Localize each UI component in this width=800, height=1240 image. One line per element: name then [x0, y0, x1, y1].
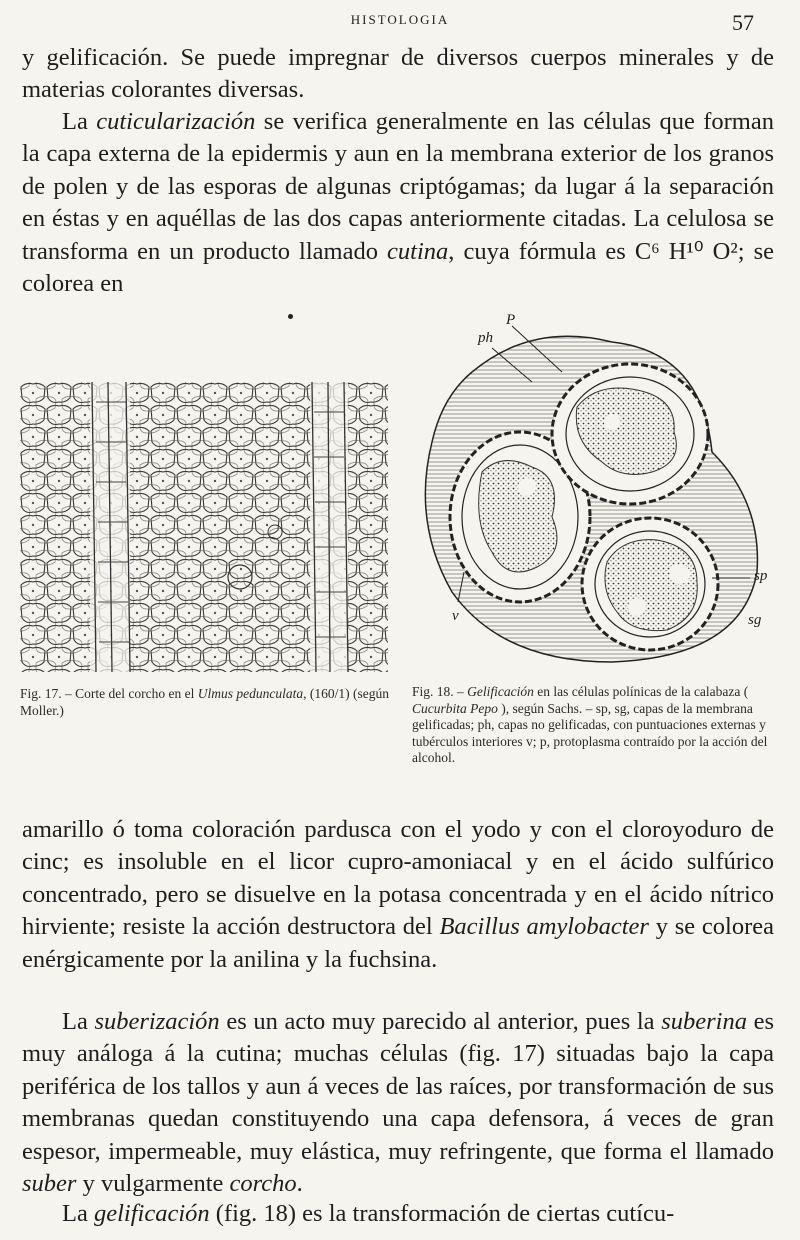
fig18-caption-text-b: ), según Sachs. – sp, sg, capas de la membrana gelificadas; ph, capas no gelificadas, con puntuaciones externas y tubérculos interiores v; p, protoplasma contraído por la acción del alcohol. — [412, 700, 768, 765]
p5-text-a: La — [62, 1200, 94, 1227]
fig18-label-ph: ph — [478, 330, 493, 346]
p4-text-b: es un acto muy parecido al anterior, pues la — [219, 1008, 662, 1035]
stray-dot — [288, 314, 293, 319]
fig17-caption-label: Fig. 17. — [20, 686, 62, 701]
term-cutina: cutina — [387, 237, 449, 265]
fig18-caption-dash: – — [453, 684, 468, 699]
paragraph-1-text: y gelificación. Se puede impregnar de diversos cuerpos minerales y de materias colorantes diversas. — [22, 44, 774, 104]
page-number: 57 — [732, 10, 754, 35]
p3-text-a: amarillo ó toma coloración pardusca con el yodo y con el cloroyoduro de cinc; es insoluble en el licor cupro-amoniacal y en el ácido sulfúrico concentrado, pero se disuelve en la potasa concentrada y en el ácido nítrico hirviente; resiste la acción destructora del — [22, 816, 774, 941]
p3-text-b: y se colorea enérgicamente por la anilina y la fuchsina. — [22, 913, 775, 973]
figure-18-pollen-cells — [412, 312, 782, 672]
p5-text-b: (fig. 18) es la transformación de ciertas cutícu- — [209, 1200, 675, 1227]
paragraph-2 — [22, 106, 774, 300]
fig17-caption-species: Ulmus pedunculata — [197, 686, 304, 701]
term-bacillus: Bacillus amylobacter — [439, 913, 649, 941]
fig18-caption-label: Fig. 18. — [412, 684, 454, 699]
fig18-label-v: v — [452, 608, 459, 624]
paragraph-1 — [22, 42, 774, 107]
figure-17-cork-section — [20, 382, 388, 672]
fig18-label-sg: sg — [748, 612, 762, 628]
term-gelificacion: gelificación — [93, 1200, 210, 1227]
term-suberina: suberina — [661, 1008, 747, 1035]
figure-18-caption — [412, 684, 772, 767]
running-head: HISTOLOGIA — [350, 12, 450, 27]
page-header — [0, 6, 800, 36]
paragraph-4 — [22, 1006, 774, 1200]
p2-text-b: se verifica generalmente en las células que forman la capa externa de la epidermis y aun en la membrana exterior de los granos de polen y de las esporas de algunas criptógamas; da lugar á la separación en éstas y en aquéllas de las dos capas anteriormente citadas. La celulosa se transforma en un producto llamado — [22, 108, 774, 265]
paragraph-3 — [22, 814, 774, 976]
fig18-caption-species: Cucurbita Pepo — [412, 700, 498, 716]
figure-17-caption — [20, 686, 390, 719]
term-cuticularizacion: cuticularización — [96, 108, 256, 135]
term-suber: suber — [22, 1170, 77, 1198]
term-suberizacion: suberización — [94, 1008, 220, 1035]
term-corcho: corcho — [229, 1170, 297, 1198]
fig17-caption-text-a: – Corte del corcho en el — [61, 686, 198, 701]
fig18-label-p: P — [506, 312, 516, 328]
p2-text-a: La — [62, 108, 97, 135]
p4-text-e: . — [296, 1170, 303, 1198]
paragraph-5 — [22, 1198, 774, 1230]
fig18-caption-text-a: en las células polínicas de la calabaza ( — [533, 684, 749, 699]
p4-text-c: es muy análoga á la cutina; muchas células (fig. 17) situadas bajo la capa periférica de los tallos y aun á veces de las raíces, por transformación de sus membranas quedan constituyendo una capa defensora, á veces de gran espesor, impermeable, muy elástica, muy refringente, que forma el llamado — [22, 1008, 774, 1165]
fig18-label-sp: sp — [754, 568, 768, 584]
p4-text-a: La — [62, 1008, 95, 1035]
p2-text-c: , cuya fórmula es C⁶ H¹⁰ O²; se colorea en — [22, 237, 774, 298]
p4-text-d: y vulgarmente — [76, 1170, 230, 1198]
fig18-caption-term: Gelificación — [467, 684, 534, 699]
fig17-caption-text-b: , (160/1) (según Moller.) — [20, 686, 389, 718]
